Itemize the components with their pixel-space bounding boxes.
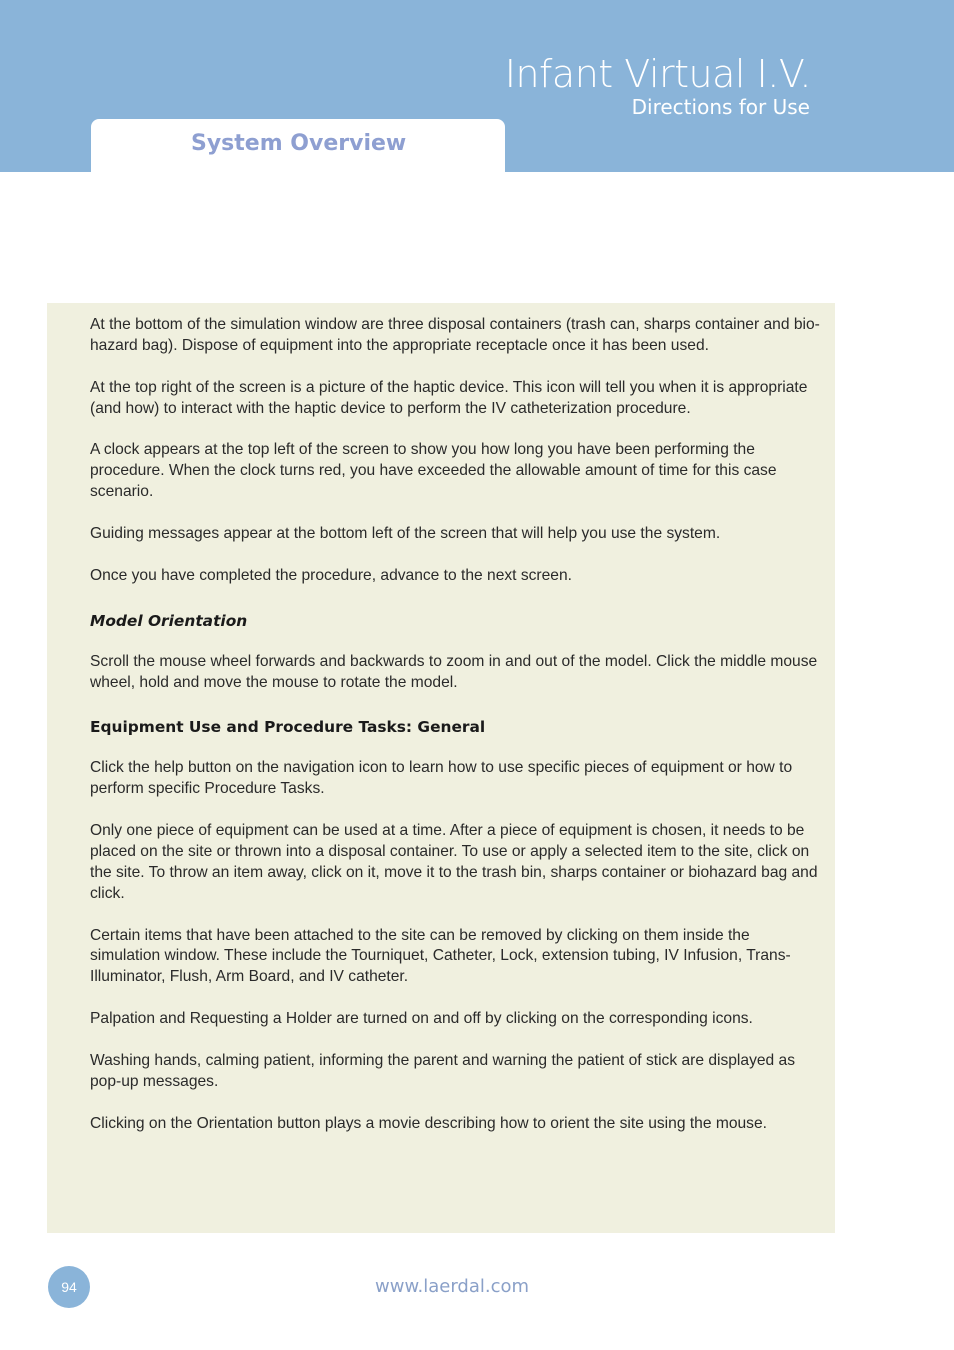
document-subtitle: Directions for Use	[631, 95, 810, 119]
content-panel	[47, 303, 835, 1233]
paragraph-removable: Certain items that have been attached to the site can be removed by clicking on them inside the simulation window. These include the Tourniquet, Catheter, Lock, extension tubing, IV Infusion, Trans-Illuminator, Flush, Arm Board, and IV catheter.	[90, 926, 791, 986]
paragraph-disposal: At the bottom of the simulation window are three disposal containers (trash can, sharps container and bio-hazard bag). Dispose of equipment into the appropriate receptacle once it has been used.	[90, 316, 820, 354]
paragraph-palpation: Palpation and Requesting a Holder are turned on and off by clicking on the corresponding icons.	[90, 1010, 753, 1028]
paragraph-guiding: Guiding messages appear at the bottom left of the screen that will help you use the system.	[90, 525, 721, 543]
paragraph-haptic: At the top right of the screen is a picture of the haptic device. This icon will tell you when it is appropriate (and how) to interact with the haptic device to perform the IV catheterization procedure.	[90, 378, 808, 417]
paragraph-orientation: Clicking on the Orientation button plays a movie describing how to orient the site using the mouse.	[90, 1114, 767, 1132]
document-title: Infant Virtual I.V.	[504, 52, 811, 96]
paragraph-clock: A clock appears at the top left of the screen to show you how long you have been performing the procedure. When the clock turns red, you have exceeded the allowable amount of time for this case scenario.	[90, 441, 777, 501]
footer-url[interactable]: www.laerdal.com	[375, 1276, 530, 1297]
section-tab	[91, 119, 505, 172]
content-body	[90, 315, 820, 1155]
section-tab-label: System Overview	[191, 131, 407, 156]
paragraph-one-piece: Only one piece of equipment can be used at a time. After a piece of equipment is chosen, it needs to be placed on the site or thrown into a disposal container. To use or apply a selected item to the site, click on the site. To throw an item away, click on it, move it to the trash bin, sharps container or biohazard bag and click.	[90, 822, 818, 902]
paragraph-popups: Washing hands, calming patient, informing the parent and warning the patient of stick are displayed as pop-up messages.	[90, 1051, 796, 1090]
header-band	[0, 0, 954, 172]
heading-equipment: Equipment Use and Procedure Tasks: General	[90, 718, 486, 737]
paragraph-help: Click the help button on the navigation icon to learn how to use specific pieces of equipment or how to perform specific Procedure Tasks.	[90, 759, 793, 798]
heading-model-orientation: Model Orientation	[90, 611, 248, 630]
page-number-badge: 94	[48, 1266, 90, 1308]
paragraph-advance: Once you have completed the procedure, advance to the next screen.	[90, 566, 572, 584]
paragraph-model: Scroll the mouse wheel forwards and backwards to zoom in and out of the model. Click the middle mouse wheel, hold and move the mouse to rotate the model.	[90, 652, 818, 691]
